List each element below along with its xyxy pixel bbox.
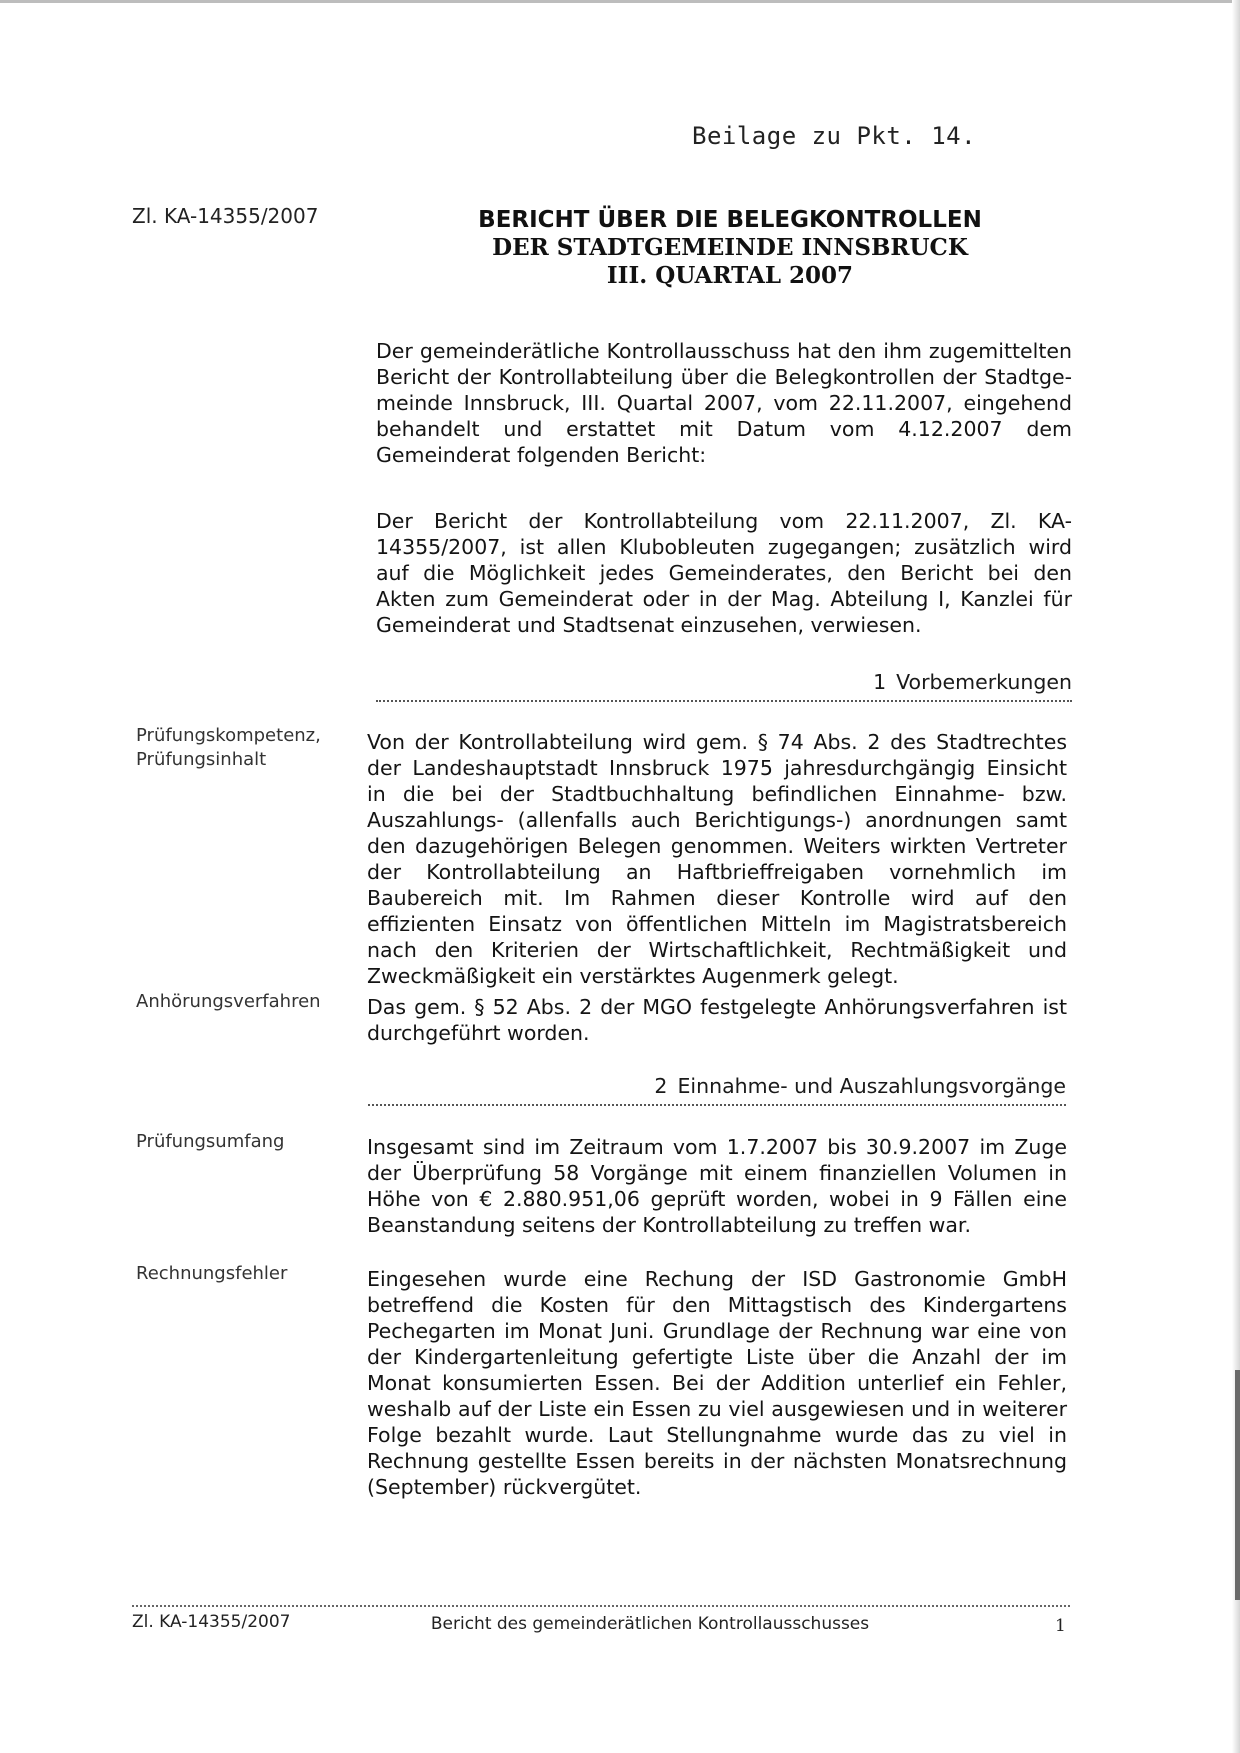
margin-label-anhoerungsverfahren: Anhörungsverfahren xyxy=(136,991,321,1012)
section-2-number: 2 xyxy=(654,1074,668,1098)
footer-divider xyxy=(132,1605,1070,1607)
section-2-title: Einnahme- und Auszahlungsvorgänge xyxy=(677,1074,1066,1098)
rechnungsfehler-text: Eingesehen wurde eine Rechung der ISD Gastronomie GmbH betreffend die Kosten für den Mittagstisch des Kindergartens Pechegarten im Monat Juni. Grundlage der Rechnung war eine von der Kindergartenleitung gefertigte Liste über die Anzahl der im Monat konsumierten Essen. Bei der Addition unterlief ein Fehler, weshalb auf der Liste ein Essen zu viel ausgewiesen und in weiterer Folge bezahlt wurde. Laut Stellungnahme wurde das zu viel in Rechnung gestellte Essen bereits in der nächsten Monatsrechnung (September) rückvergütet. xyxy=(367,1267,1067,1499)
section-1-heading xyxy=(376,670,1072,702)
scan-top-edge xyxy=(0,0,1240,3)
attachment-reference: Beilage zu Pkt. 14. xyxy=(692,122,977,150)
margin-label-pruefungsumfang: Prüfungsumfang xyxy=(136,1131,285,1152)
footer-report-title: Bericht des gemeinderätlichen Kontrollausschusses xyxy=(430,1614,870,1634)
intro-paragraph-2: Der Bericht der Kontrollabteilung vom 22.11.2007, Zl. KA-14355/2007, ist allen Klubobleuten zugegangen; zusätzlich wird auf die Möglichkeit jedes Gemeinderates, den Bericht bei den Akten zum Gemeinderat oder in der Mag. Abteilung I, Kanzlei für Gemeinderat und Stadtsenat einzusehen, verwiesen. xyxy=(376,509,1072,637)
scan-margin-mark xyxy=(1235,1370,1240,1600)
section-1-title: Vorbemerkungen xyxy=(896,670,1072,694)
section-1-number: 1 xyxy=(873,670,887,694)
intro-paragraph-1: Der gemeinderätliche Kontrollausschuss hat den ihm zugemittelten Bericht der Kontrollabteilung über die Belegkontrollen der Stadtgemeinde Innsbruck, III. Quartal 2007, vom 22.11.2007, eingehend behandelt und erstattet mit Datum vom 4.12.2007 dem Gemeinderat folgenden Bericht: xyxy=(376,339,1072,467)
margin-label-pruefungskompetenz xyxy=(136,724,321,772)
anhoerungsverfahren-text: Das gem. § 52 Abs. 2 der MGO festgelegte Anhörungsverfahren ist durchgeführt worden. xyxy=(367,995,1067,1045)
pruefungskompetenz-text: Von der Kontrollabteilung wird gem. § 74 Abs. 2 des Stadtrechtes der Landeshauptstadt Innsbruck 1975 jahresdurchgängig Einsicht in die bei der Stadtbuchhaltung befindlichen Einnahme- bzw. Auszahlungs- (allenfalls auch Berichtigungs-) anordnungen samt den dazugehörigen Belegen genommen. Weiters wirkten Vertreter der Kontrollabteilung an Haftbrieffreigaben vornehmlich im Baubereich mit. Im Rahmen dieser Kontrolle wird auf den effizienten Einsatz von öffentlichen Mitteln im Magistratsbereich nach den Kriterien der Wirtschaftlichkeit, Rechtmäßigkeit und Zweckmäßigkeit ein verstärktes Augenmerk gelegt. xyxy=(367,730,1067,988)
margin-label-line: Prüfungskompetenz, xyxy=(136,725,321,746)
title-line-1: BERICHT ÜBER DIE BELEGKONTROLLEN xyxy=(478,207,982,233)
section-2-heading xyxy=(368,1074,1066,1106)
pruefungsumfang-text: Insgesamt sind im Zeitraum vom 1.7.2007 bis 30.9.2007 im Zuge der Überprüfung 58 Vorgänge mit einem finanziellen Volumen in Höhe von € 2.880.951,06 geprüft worden, wobei in 9 Fällen eine Beanstandung seitens der Kontrollabteilung zu treffen war. xyxy=(367,1135,1067,1237)
title-line-3: III. QUARTAL 2007 xyxy=(606,262,854,289)
margin-label-rechnungsfehler: Rechnungsfehler xyxy=(136,1263,288,1284)
page-number: 1 xyxy=(1055,1616,1066,1636)
title-line-2: DER STADTGEMEINDE INNSBRUCK xyxy=(492,234,968,261)
file-number: Zl. KA-14355/2007 xyxy=(132,204,319,228)
margin-label-line: Prüfungsinhalt xyxy=(136,749,267,770)
footer-file-number: Zl. KA-14355/2007 xyxy=(132,1612,291,1632)
document-title xyxy=(420,206,1040,290)
